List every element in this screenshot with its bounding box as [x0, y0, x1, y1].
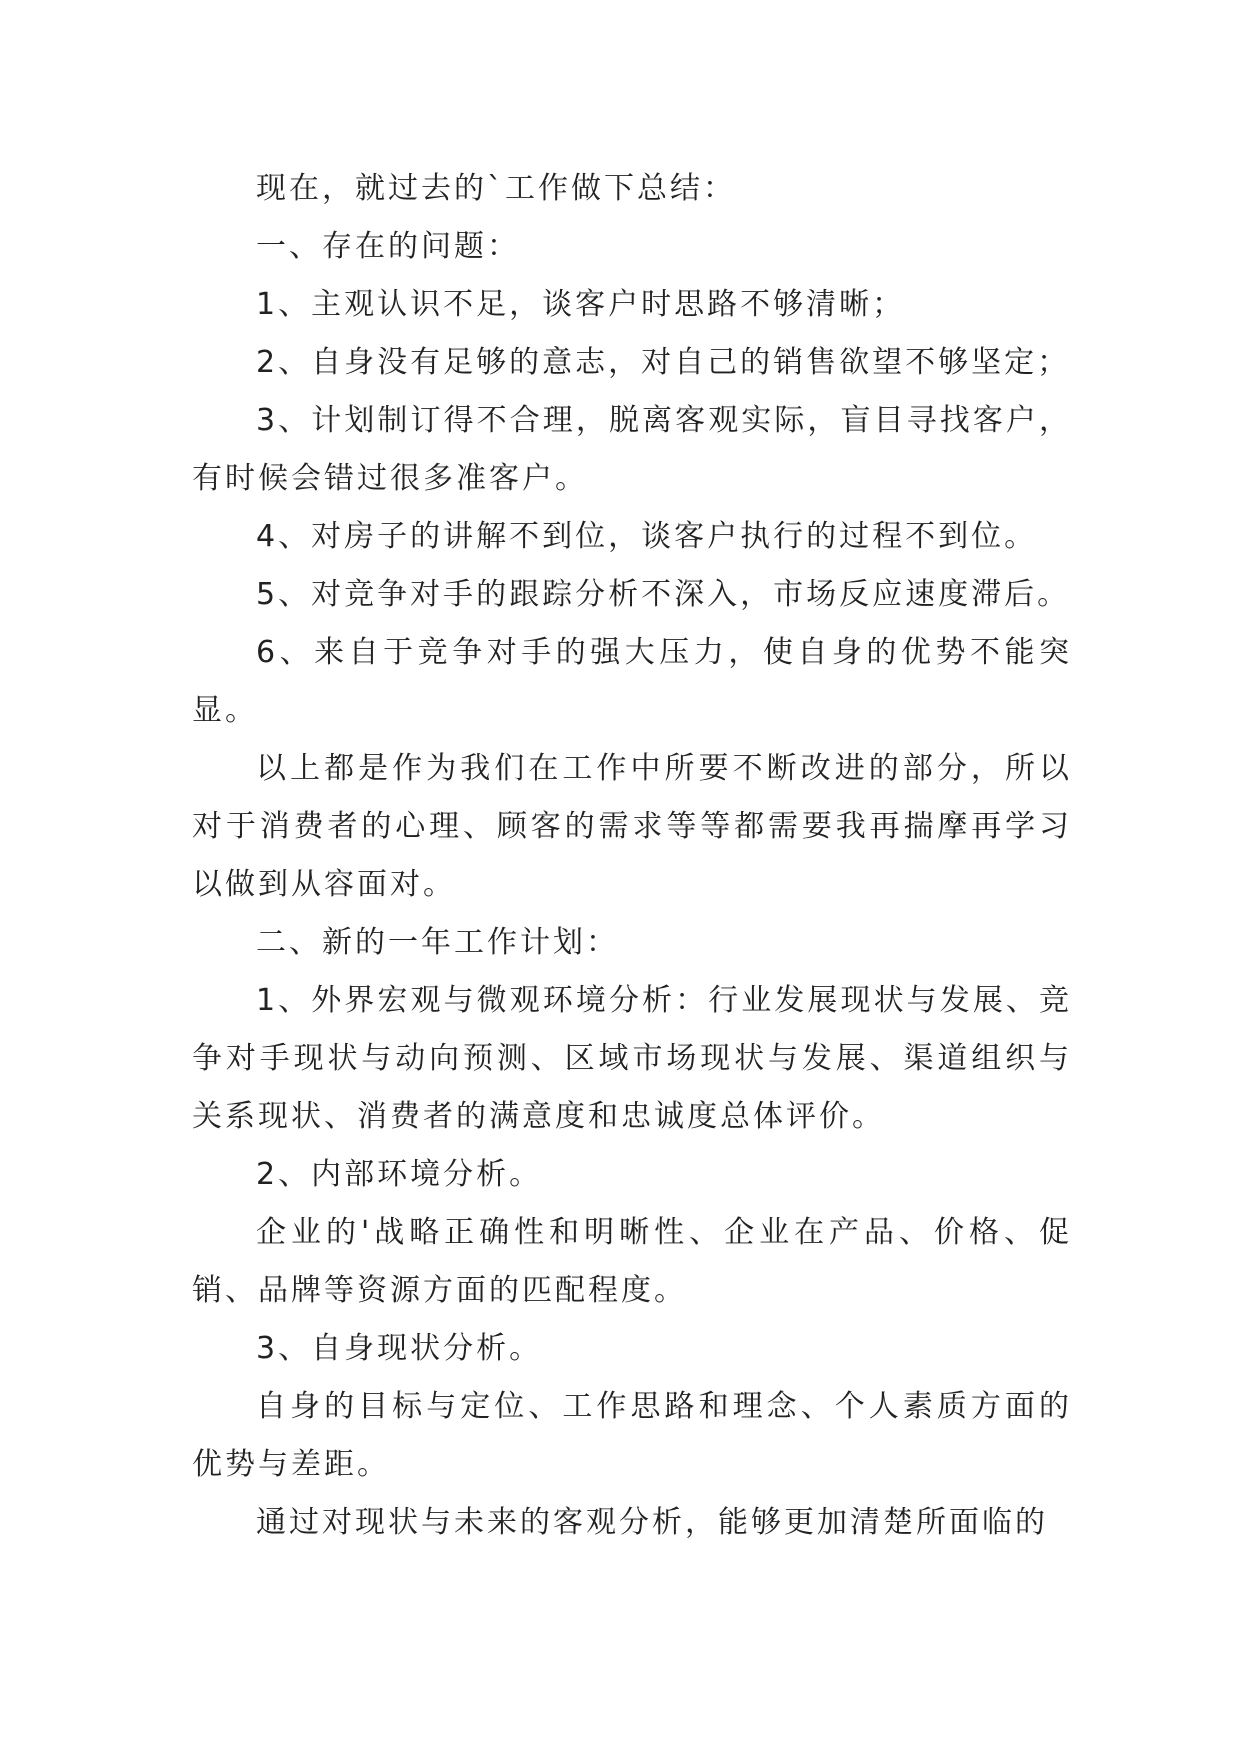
- plan-item-3-detail: 自身的目标与定位、工作思路和理念、个人素质方面的优势与差距。: [192, 1389, 1072, 1482]
- paragraph-intro: 现在，就过去的`工作做下总结：: [256, 171, 736, 206]
- problem-item-6: 6、来自于竞争对手的强大压力，使自身的优势不能突显。: [192, 635, 1072, 728]
- paragraph-conclusion: 通过对现状与未来的客观分析，能够更加清楚所面临的: [256, 1505, 1048, 1540]
- problem-item-2: 2、自身没有足够的意志，对自己的销售欲望不够坚定；: [256, 345, 1071, 380]
- heading-plan: 二、新的一年工作计划：: [256, 925, 619, 960]
- problem-item-4: 4、对房子的讲解不到位，谈客户执行的过程不到位。: [256, 519, 1038, 554]
- plan-item-3: 3、自身现状分析。: [256, 1331, 543, 1366]
- paragraph-improvement: 以上都是作为我们在工作中所要不断改进的部分，所以对于消费者的心理、顾客的需求等等都需要我再揣摩再学习以做到从容面对。: [192, 751, 1072, 902]
- plan-item-2-detail: 企业的'战略正确性和明晰性、企业在产品、价格、促销、品牌等资源方面的匹配程度。: [192, 1215, 1072, 1308]
- heading-problems: 一、存在的问题：: [256, 229, 520, 264]
- plan-item-1: 1、外界宏观与微观环境分析：行业发展现状与发展、竞争对手现状与动向预测、区域市场现状与发展、渠道组织与关系现状、消费者的满意度和忠诚度总体评价。: [192, 983, 1072, 1134]
- problem-item-5: 5、对竞争对手的跟踪分析不深入，市场反应速度滞后。: [256, 577, 1071, 612]
- problem-item-3: 3、计划制订得不合理，脱离客观实际，盲目寻找客户，有时候会错过很多准客户。: [192, 403, 1072, 496]
- problem-item-1: 1、主观认识不足，谈客户时思路不够清晰；: [256, 287, 906, 322]
- document-body: [192, 160, 1072, 1552]
- plan-item-2: 2、内部环境分析。: [256, 1157, 543, 1192]
